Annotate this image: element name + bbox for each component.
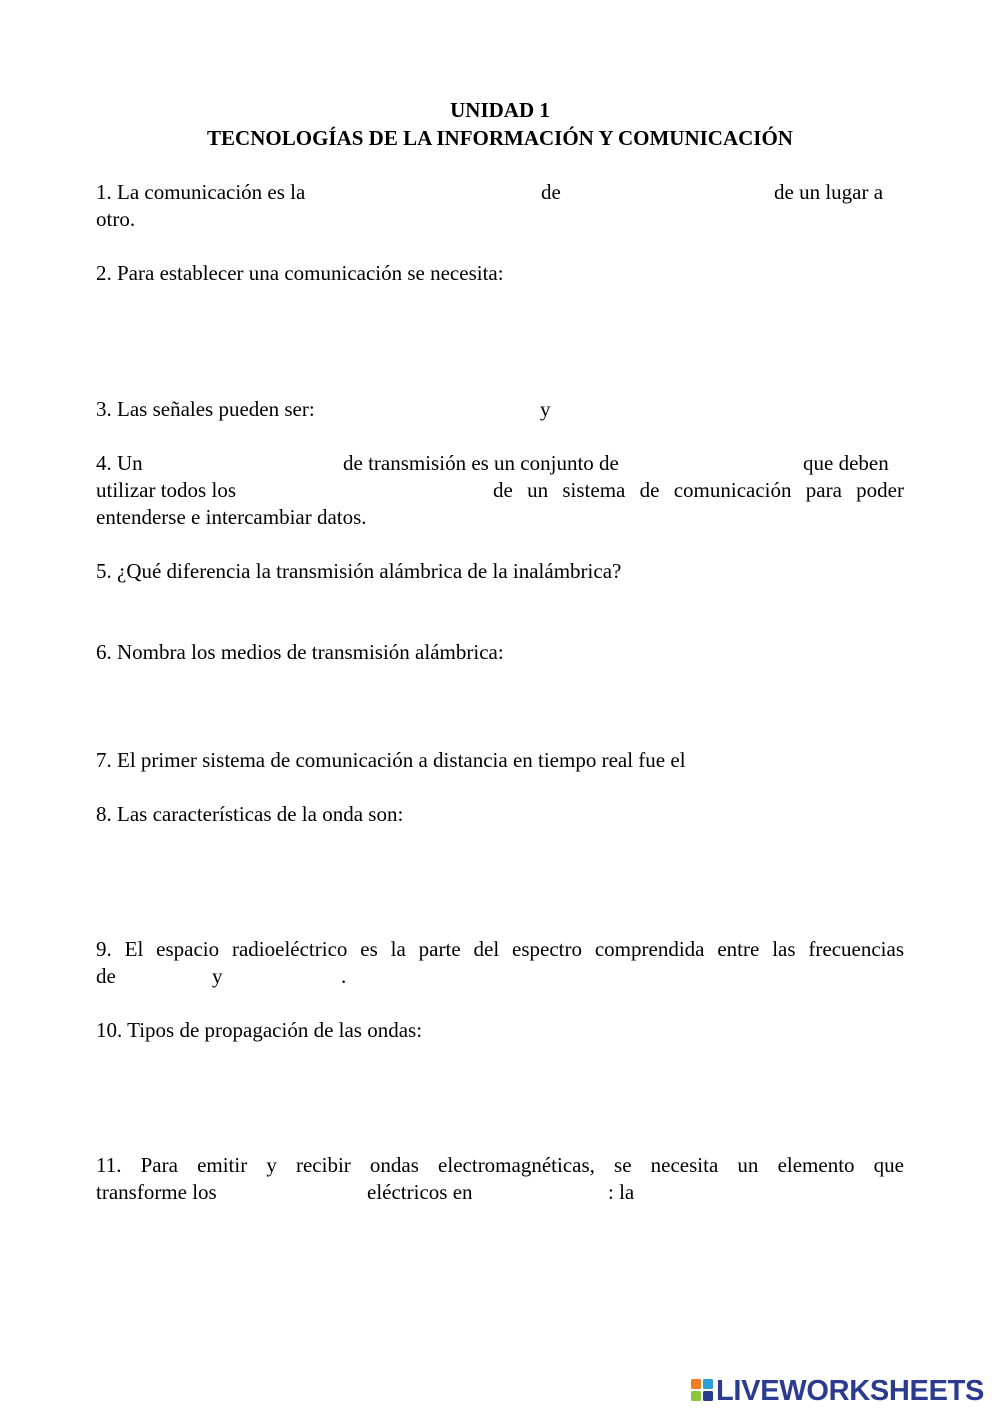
q11-text-part2: eléctricos en (367, 1180, 473, 1204)
q11-text-part1: transforme los (96, 1180, 217, 1204)
q11-text-line1: 11. Para emitir y recibir ondas electromagnéticas, se necesita un elemento que (96, 1153, 904, 1177)
unit-heading: UNIDAD 1 (450, 98, 550, 122)
question-8: 8. Las características de la onda son: (96, 802, 404, 826)
q3-text-part2: y (540, 397, 551, 421)
liveworksheets-logo-icon (690, 1378, 714, 1402)
question-10: 10. Tipos de propagación de las ondas: (96, 1018, 423, 1042)
q11-text-part3: : la (608, 1180, 635, 1204)
page-title: TECNOLOGÍAS DE LA INFORMACIÓN Y COMUNICACIÓN (207, 126, 793, 150)
q9-text-line1: 9. El espacio radioeléctrico es la parte del espectro comprendida entre las frecuencias (96, 937, 904, 961)
q4-text-part6: entenderse e intercambiar datos. (96, 505, 367, 529)
q4-text-part2: de transmisión es un conjunto de (343, 451, 619, 475)
q1-text-part3: de un lugar a (774, 180, 884, 204)
q4-text-part3: que deben (803, 451, 889, 475)
question-2: 2. Para establecer una comunicación se necesita: (96, 261, 504, 285)
q4-text-part5: de un sistema de comunicación para poder (493, 478, 904, 502)
q9-text-part3: . (341, 964, 347, 988)
q1-text-part2: de (541, 180, 561, 204)
q4-text-part4: utilizar todos los (96, 478, 236, 502)
q4-text-part1: 4. Un (96, 451, 143, 475)
brand-name: LIVEWORKSHEETS (716, 1375, 985, 1407)
q9-text-part1: de (96, 964, 116, 988)
q3-text-part1: 3. Las señales pueden ser: (96, 397, 315, 421)
question-5: 5. ¿Qué diferencia la transmisión alámbrica de la inalámbrica? (96, 559, 622, 583)
question-6: 6. Nombra los medios de transmisión alámbrica: (96, 640, 504, 664)
question-7: 7. El primer sistema de comunicación a distancia en tiempo real fue el (96, 748, 686, 772)
q1-text-part1: 1. La comunicación es la (96, 180, 306, 204)
q1-text-part4: otro. (96, 207, 136, 231)
q9-text-part2: y (212, 964, 223, 988)
